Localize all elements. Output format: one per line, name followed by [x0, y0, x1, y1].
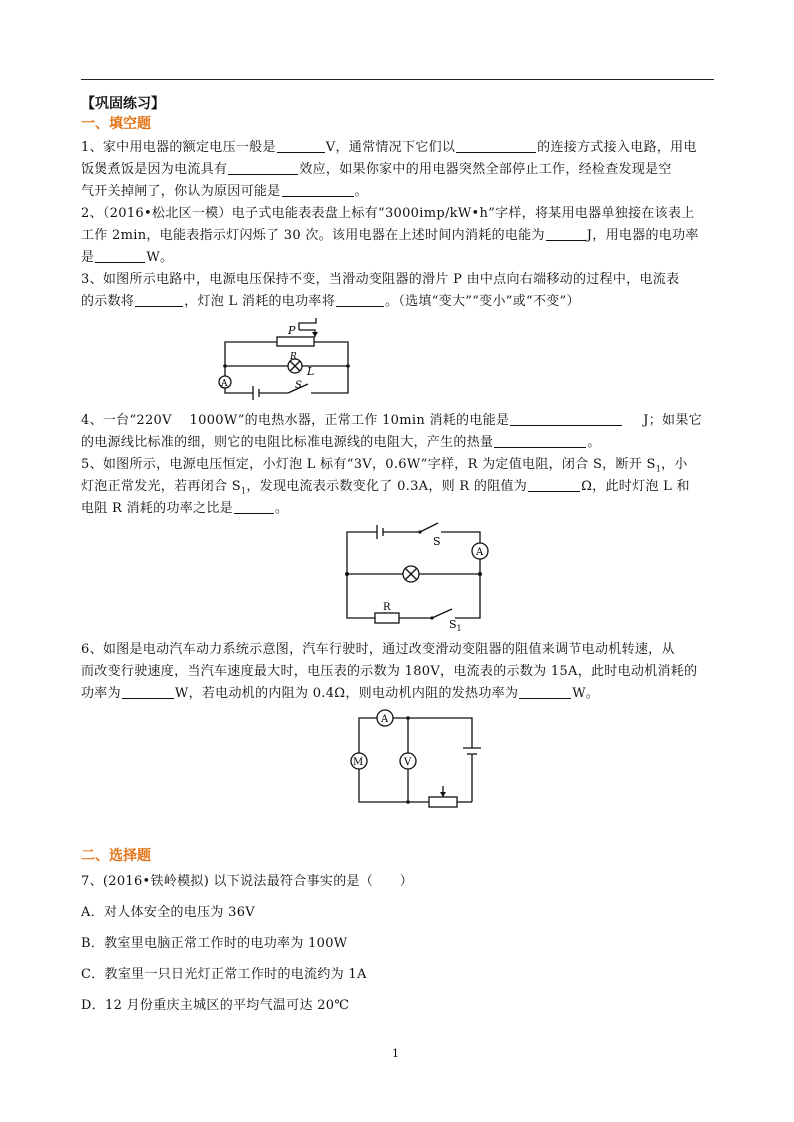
q1-line3 — [81, 183, 368, 201]
answer-blank[interactable] — [546, 227, 586, 241]
ammeter-icon: A — [221, 379, 228, 389]
q7-option-a[interactable]: A．对人体安全的电压为 36V — [81, 905, 255, 920]
q1-text: V，通常情况下它们以 — [325, 140, 456, 155]
q3-text: 的示数将 — [81, 294, 135, 309]
q5-text: ，发现电流表示数变化了 0.3A，则 R 的阻值为 — [246, 479, 528, 494]
q1-text: 的连接方式接入电路，用电 — [537, 140, 697, 155]
q2-line2 — [81, 227, 699, 245]
q3-line1: 3、如图所示电路中，电源电压保持不变，当滑动变阻器的滑片 P 由中点向右端移动的过程中，电流表 — [81, 272, 680, 287]
q5-text: 。 — [274, 501, 289, 516]
q1-text: 1、家中用电器的额定电压一般是 — [81, 140, 276, 155]
q1-line2 — [81, 161, 672, 179]
voltmeter-icon: V — [404, 757, 412, 768]
q6-circuit-diagram — [345, 708, 485, 812]
answer-blank[interactable] — [234, 500, 274, 514]
q7-option-d[interactable]: D．12 月份重庆主城区的平均气温可达 20℃ — [81, 998, 350, 1013]
q2-line1: 2、（2016•松北区一模）电子式电能表表盘上标有“3000imp/kW•h”字样，将某用电器单独接在该表上 — [81, 206, 695, 221]
answer-blank[interactable] — [456, 139, 536, 153]
q5-text: ，小 — [661, 457, 688, 472]
answer-blank[interactable] — [282, 183, 354, 197]
q5-line2 — [81, 478, 690, 501]
q4-text: 4、一台“220V 1000W”的电热水器，正常工作 10min 消耗的电能是 — [81, 413, 510, 428]
q7-option-b[interactable]: B．教室里电脑正常工作时的电功率为 100W — [81, 936, 348, 951]
q6-line1: 6、如图是电动汽车动力系统示意图，汽车行驶时，通过改变滑动变阻器的阻值来调节电动机转速，从 — [81, 642, 675, 657]
answer-blank[interactable] — [228, 161, 298, 175]
section-heading-fill-blank: 一、填空题 — [81, 116, 151, 132]
q3-text: 。（选填“变大”“变小”或“不变”） — [385, 294, 580, 309]
q7-stem: 7、(2016•铁岭模拟) 以下说法最符合事实的是（ ） — [81, 874, 413, 889]
q7-option-c[interactable]: C．教室里一只日光灯正常工作时的电流约为 1A — [81, 967, 367, 982]
q5-line1 — [81, 456, 688, 479]
q5-subscript: 1 — [240, 486, 247, 496]
q5-label-r: R — [383, 602, 391, 613]
q3-circuit-diagram — [215, 318, 355, 402]
q4-text: J；如果它 — [643, 413, 702, 428]
header-rule — [81, 79, 714, 80]
q5-text: Ω，此时灯泡 L 和 — [581, 479, 690, 494]
answer-blank[interactable] — [510, 412, 622, 426]
q1-text: 。 — [354, 184, 368, 199]
ammeter-icon: A — [381, 714, 389, 725]
q2-text: 工作 2min，电能表指示灯闪烁了 30 次。该用电器在上述时间内消耗的电能为 — [81, 228, 545, 243]
q3-label-p: P — [288, 324, 296, 337]
q6-text: 功率为 — [81, 686, 121, 701]
q2-line3 — [81, 249, 173, 267]
q3-label-l: L — [307, 365, 315, 378]
q6-line3 — [81, 685, 599, 703]
q1-text: 饭煲煮饭是因为电流具有 — [81, 162, 228, 177]
q1-line1 — [81, 139, 697, 157]
q4-line2 — [81, 434, 601, 452]
q5-text: 5、如图所示，电源电压恒定，小灯泡 L 标有“3V，0.6W”字样，R 为定值电阻，闭合 S，断开 S — [81, 457, 656, 472]
q2-text: 是 — [81, 250, 95, 265]
q1-text: 效应，如果你家中的用电器突然全部停止工作，经检查发现是空 — [299, 162, 672, 177]
q2-text: J，用电器的电功率 — [586, 228, 699, 243]
q3-label-r: R — [290, 352, 297, 362]
q3-label-s: S — [295, 380, 302, 391]
answer-blank[interactable] — [528, 478, 580, 492]
q4-text: 的电源线比标准的细，则它的电阻比标准电源线的电阻大，产生的热量 — [81, 435, 494, 450]
page-number: 1 — [392, 1047, 399, 1060]
q5-subscript: 1 — [655, 464, 662, 474]
answer-blank[interactable] — [277, 139, 325, 153]
answer-blank[interactable] — [135, 293, 183, 307]
motor-icon: M — [353, 757, 364, 768]
q3-line2 — [81, 293, 580, 311]
q1-text: 气开关掉闸了，你认为原因可能是 — [81, 184, 281, 199]
q4-line1 — [81, 412, 702, 430]
q6-line2: 而改变行驶速度，当汽车速度最大时，电压表的示数为 180V，电流表的示数为 15A，此时电动机消耗的 — [81, 664, 698, 679]
q5-circuit-diagram — [335, 518, 505, 632]
q5-text: 电阻 R 消耗的功率之比是 — [81, 501, 233, 516]
q5-label-s: S — [433, 535, 441, 548]
q6-text: W，若电动机的内阻为 0.4Ω，则电动机内阻的发热功率为 — [174, 686, 519, 701]
section-heading-review: 【巩固练习】 — [81, 96, 165, 112]
q6-text: W。 — [572, 686, 600, 701]
q5-text: 灯泡正常发光，若再闭合 S — [81, 479, 241, 494]
answer-blank[interactable] — [336, 293, 384, 307]
q5-label-s1: $S_1$ — [449, 618, 462, 633]
section-heading-choice: 二、选择题 — [81, 848, 151, 864]
q2-text: W。 — [146, 250, 174, 265]
q3-text: ，灯泡 L 消耗的电功率将 — [184, 294, 336, 309]
answer-blank[interactable] — [122, 685, 174, 699]
q5-line3 — [81, 500, 288, 518]
answer-blank[interactable] — [95, 249, 145, 263]
ammeter-icon: A — [476, 547, 484, 558]
answer-blank[interactable] — [519, 685, 571, 699]
q4-text: 。 — [587, 435, 601, 450]
answer-blank[interactable] — [494, 434, 586, 448]
